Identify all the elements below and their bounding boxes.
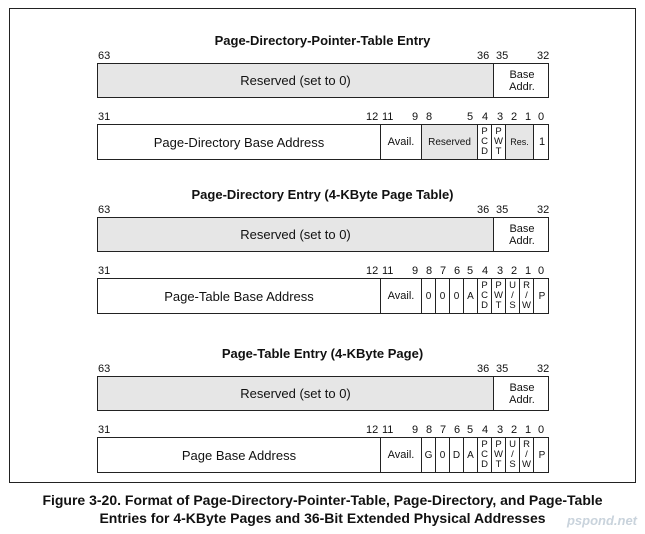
bit8-field: 0: [422, 279, 436, 313]
bit-label: 4: [482, 265, 489, 277]
bit-label: 3: [497, 424, 504, 436]
res-bits-field: Res.: [506, 125, 534, 159]
figure-caption-line1: Figure 3-20. Format of Page-Directory-Pointer-Table, Page-Directory, and Page-Table: [42, 492, 603, 508]
global-bit: G: [422, 438, 436, 472]
avail-field: Avail.: [381, 279, 422, 313]
bit-label: 32: [537, 50, 550, 62]
section-title-pde: Page-Directory Entry (4-KByte Page Table): [191, 187, 454, 202]
present-bit: P: [538, 449, 546, 461]
bit-label: 3: [497, 111, 504, 123]
bit-label: 31: [98, 265, 111, 277]
bit-label: 3: [497, 265, 504, 277]
base-addr-field: Base Addr.: [509, 222, 535, 247]
bit-label: 0: [538, 424, 545, 436]
bit-label: 11: [382, 111, 394, 123]
bit-label: 4: [482, 111, 489, 123]
bit-label: 4: [482, 424, 489, 436]
section-title-pte: Page-Table Entry (4-KByte Page): [221, 346, 424, 361]
bit-label: 12: [366, 424, 379, 436]
bit-label: 63: [98, 363, 111, 375]
pwt-bit: P W T: [492, 125, 506, 159]
reserved-bits-field: Reserved: [422, 125, 478, 159]
bit-label: 1: [525, 111, 532, 123]
figure-caption-line2: Entries for 4-KByte Pages and 36-Bit Extended Physical Addresses: [99, 510, 546, 526]
bit-label: 5: [467, 424, 474, 436]
base-addr-field: Base Addr.: [509, 68, 535, 93]
pcd-bit: P C D: [478, 279, 492, 313]
bit-label: 35: [496, 50, 509, 62]
avail-field: Avail.: [381, 125, 422, 159]
bit-label: 2: [511, 265, 518, 277]
bit-label: 9: [412, 265, 419, 277]
bit7-field: 0: [436, 438, 450, 472]
watermark: pspond.net: [566, 513, 637, 528]
avail-field: Avail.: [381, 438, 422, 472]
bit-label: 36: [477, 204, 490, 216]
bit-label: 1: [525, 424, 532, 436]
accessed-bit: A: [464, 279, 478, 313]
read-write-bit: R / W: [520, 438, 534, 472]
pde-upper-register: [97, 217, 549, 252]
pwt-bit: P W T: [492, 279, 506, 313]
bit-label: 12: [366, 111, 379, 123]
bit-label: 6: [454, 265, 461, 277]
bit-label: 1: [525, 265, 532, 277]
user-supervisor-bit: U / S: [506, 438, 520, 472]
bit-label: 8: [426, 265, 433, 277]
bit-label: 36: [477, 363, 490, 375]
present-bit: P: [538, 290, 546, 302]
pde-lower-register: [97, 278, 549, 314]
bit-label: 6: [454, 424, 461, 436]
bit-label: 5: [467, 111, 474, 123]
bit-label: 63: [98, 50, 111, 62]
bit-label: 7: [440, 424, 447, 436]
bit-label: 11: [382, 265, 394, 277]
bit7-field: 0: [436, 279, 450, 313]
bit-label: 35: [496, 204, 509, 216]
bit-label: 2: [511, 111, 518, 123]
pdpte-upper-register: [97, 63, 549, 98]
bit-label: 35: [496, 363, 509, 375]
user-supervisor-bit: U / S: [506, 279, 520, 313]
page-base-field: Page Base Address: [98, 438, 381, 472]
pcd-bit: P C D: [478, 438, 492, 472]
reserved-field: Reserved (set to 0): [98, 64, 494, 97]
bit-label: 11: [382, 424, 394, 436]
bit-label: 63: [98, 204, 111, 216]
dirty-bit: D: [450, 438, 464, 472]
pdpte-lower-register: [97, 124, 549, 160]
bit-label: 9: [412, 424, 419, 436]
bit-label: 9: [412, 111, 419, 123]
bit6-field: 0: [450, 279, 464, 313]
accessed-bit: A: [464, 438, 478, 472]
pcd-bit: P C D: [478, 125, 492, 159]
bit-label: 31: [98, 424, 111, 436]
base-addr-field: Base Addr.: [509, 381, 535, 406]
bit-label: 5: [467, 265, 474, 277]
bit-label: 0: [538, 111, 545, 123]
pte-lower-register: [97, 437, 549, 473]
page-table-base-field: Page-Table Base Address: [98, 279, 381, 313]
bit-label: 32: [537, 363, 550, 375]
bit-label: 8: [426, 111, 433, 123]
bit-label: 7: [440, 265, 447, 277]
bit-label: 32: [537, 204, 550, 216]
pwt-bit: P W T: [492, 438, 506, 472]
read-write-bit: R / W: [520, 279, 534, 313]
section-title-pdpte: Page-Directory-Pointer-Table Entry: [214, 33, 431, 48]
pte-upper-register: [97, 376, 549, 411]
bit-label: 12: [366, 265, 379, 277]
bit-label: 8: [426, 424, 433, 436]
bit-label: 0: [538, 265, 545, 277]
bit-label: 31: [98, 111, 111, 123]
bit0-field: 1: [538, 136, 546, 148]
bit-label: 36: [477, 50, 490, 62]
reserved-field: Reserved (set to 0): [98, 377, 494, 410]
reserved-field: Reserved (set to 0): [98, 218, 494, 251]
page-directory-base-field: Page-Directory Base Address: [98, 125, 381, 159]
bit-label: 2: [511, 424, 518, 436]
